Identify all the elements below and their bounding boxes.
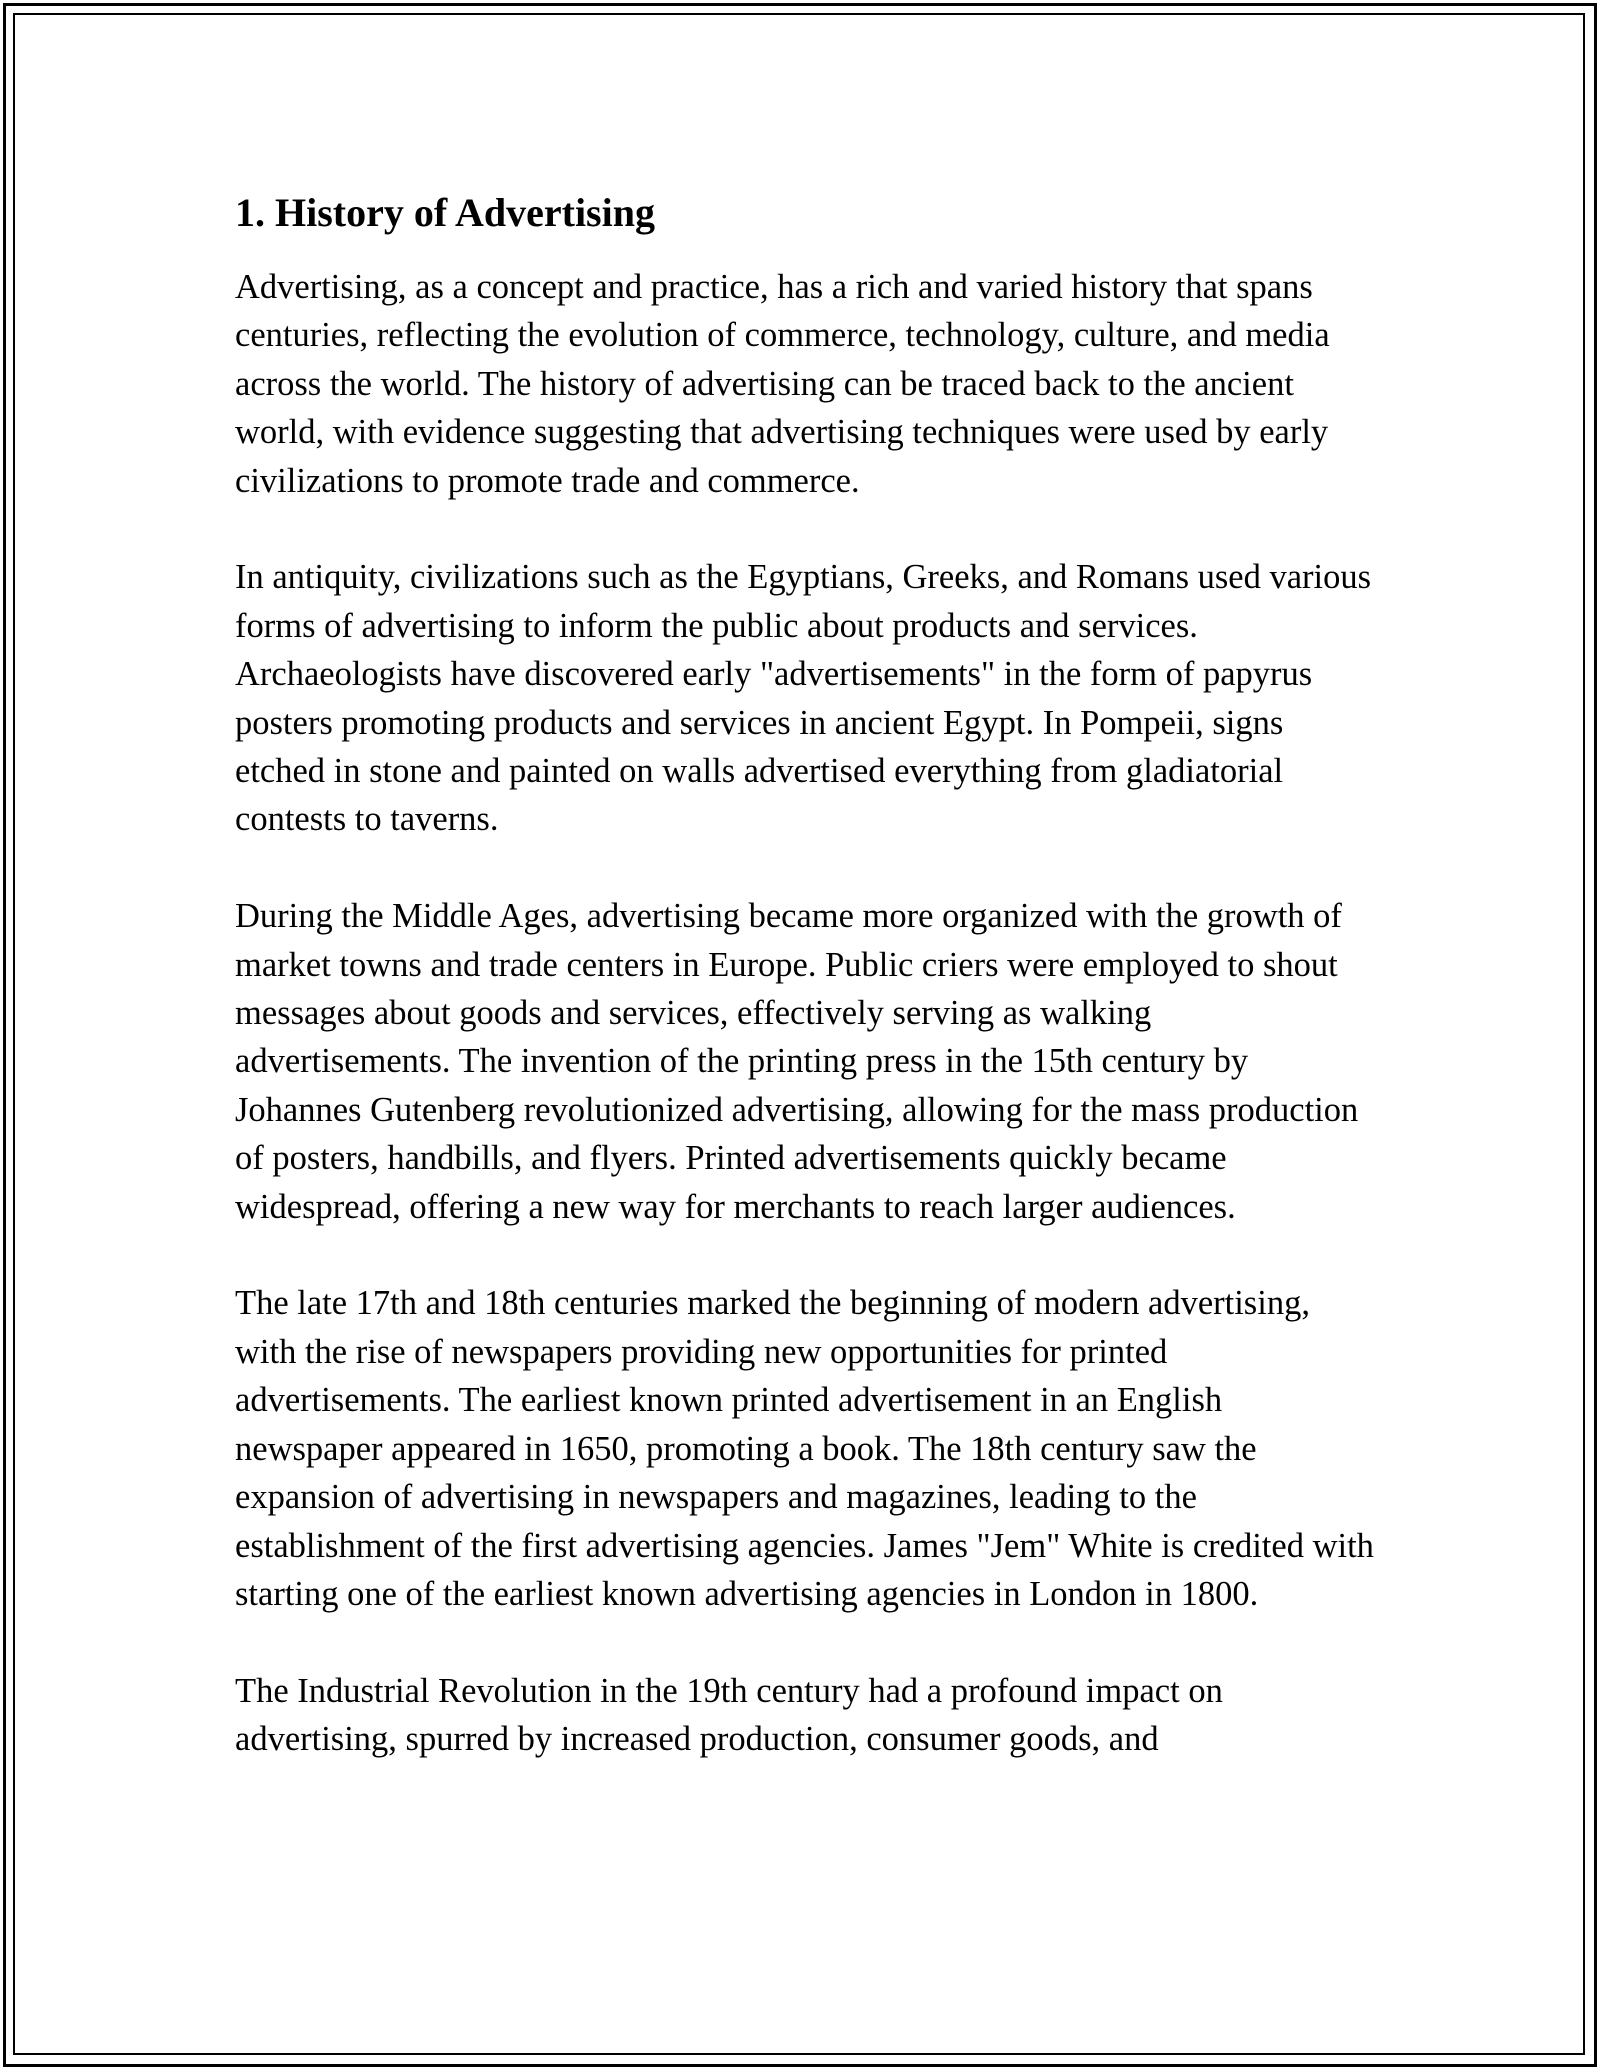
paragraph-5: The Industrial Revolution in the 19th century had a profound impact on advertising, spurred by increased production, consumer goods, and — [235, 1671, 1223, 1759]
section-heading: 1. History of Advertising — [235, 190, 655, 235]
paragraph-3: During the Middle Ages, advertising became more organized with the growth of market towns and trade centers in Europe. Public criers were employed to shout messages about goods and services, effectively serving as walking advertisements. The invention of the printing press in the 15th century by Johannes Gutenberg revolutionized advertising, allowing for the mass production of posters, handbills, and flyers. Printed advertisements quickly became widespread, offering a new way for merchants to reach larger audiences. — [235, 897, 1359, 1226]
paragraph-2: In antiquity, civilizations such as the Egyptians, Greeks, and Romans used various forms of advertising to inform the public about products and services. Archaeologists have discovered early "advertisements" in the form of papyrus posters promoting products and services in ancient Egypt. In Pompeii, signs etched in stone and painted on walls advertised everything from gladiatorial contests to taverns. — [235, 558, 1372, 839]
paragraph-1: Advertising, as a concept and practice, has a rich and varied history that spans centuries, reflecting the evolution of commerce, technology, culture, and media across the world. The history of advertising can be traced back to the ancient world, with evidence suggesting that advertising techniques were used by early civilizations to promote trade and commerce. — [235, 268, 1330, 500]
paragraph-4: The late 17th and 18th centuries marked the beginning of modern advertising, with the rise of newspapers providing new opportunities for printed advertisements. The earliest known printed advertisement in an English newspaper appeared in 1650, promoting a book. The 18th century saw the expansion of advertising in newspapers and magazines, leading to the establishment of the first advertising agencies. James "Jem" White is credited with starting one of the earliest known advertising agencies in London in 1800. — [235, 1284, 1374, 1613]
document-body — [235, 185, 1375, 1812]
